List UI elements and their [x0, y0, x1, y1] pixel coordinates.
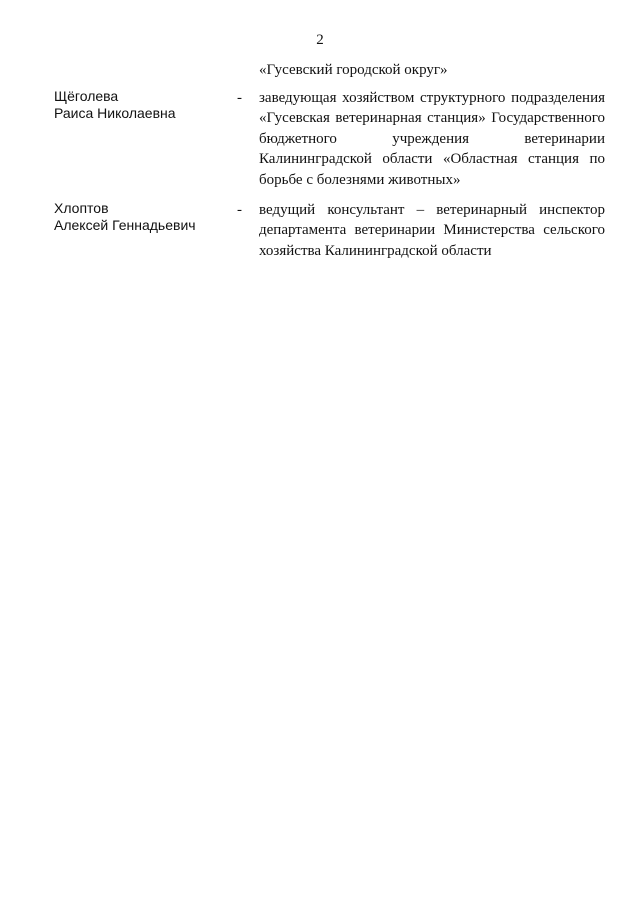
- position-line: борьбе с болезнями животных»: [259, 171, 461, 188]
- position-line: ведущий консультант – ветеринарный инспектор: [259, 202, 605, 218]
- page-number: 2: [316, 32, 324, 48]
- member-given-names: Раиса Николаевна: [54, 105, 176, 121]
- position-line: Калининградской области «Областная станция по: [259, 151, 605, 168]
- member-name: [54, 88, 234, 122]
- member-name: [54, 200, 234, 234]
- position-line: «Гусевская ветеринарная станция» Государственного: [259, 110, 605, 127]
- entry-dash: -: [237, 202, 242, 218]
- position-line: заведующая хозяйством структурного подразделения: [259, 90, 605, 106]
- member-position: [259, 88, 605, 190]
- member-surname: Хлоптов: [54, 200, 109, 216]
- member-position: [259, 200, 605, 261]
- member-given-names: Алексей Геннадьевич: [54, 217, 196, 233]
- member-surname: Щёголева: [54, 88, 119, 104]
- entry-dash: -: [237, 90, 242, 106]
- position-line: хозяйства Калининградской области: [259, 242, 492, 259]
- position-line: бюджетного учреждения ветеринарии: [259, 130, 605, 147]
- position-line: департамента ветеринарии Министерства сельского: [259, 222, 605, 239]
- continuation-line: «Гусевский городской округ»: [259, 62, 448, 78]
